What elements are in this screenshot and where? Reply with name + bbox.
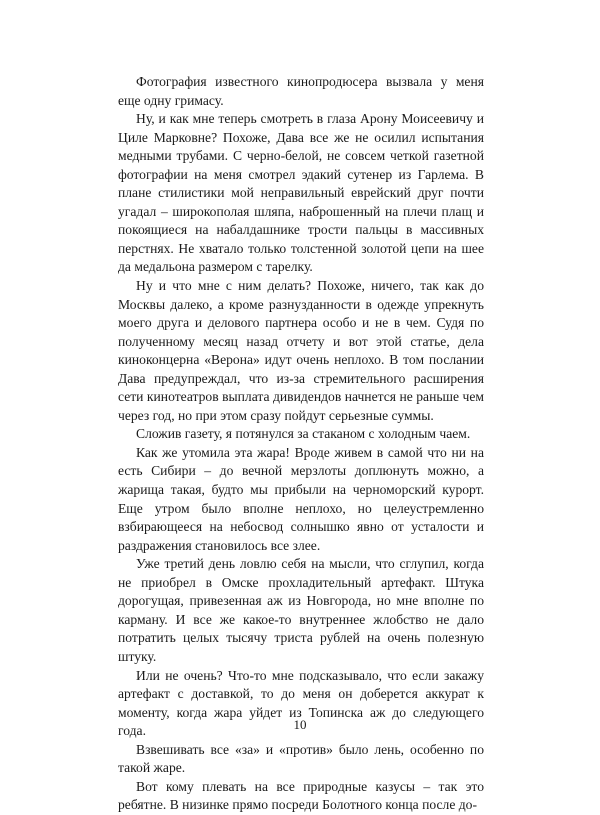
paragraph: Фотография известного кинопродюсера вызвала у меня еще одну гримасу. [118, 74, 484, 108]
paragraph: Уже третий день ловлю себя на мысли, что сглупил, когда не приобрел в Омске прохладительный артефакт. Штука дорогущая, привезенная аж из Новгорода, но мне вполне по карману. И все же какое-то внутреннее жлобство не дало потратить целых тысячу триста рублей на очень полезную штуку. [118, 556, 484, 664]
body-text [118, 73, 484, 815]
paragraph: Как же утомила эта жара! Вроде живем в самой что ни на есть Сибири – до вечной мерзлоты доплюнуть можно, а жарища такая, будто мы прибыли на черноморский курорт. Еще утром было вполне неплохо, но целеустремленно взбирающееся на небосвод солнышко явно от усталости и раздражения становилось все злее. [118, 444, 484, 553]
paragraph: Сложив газету, я потянулся за стаканом с холодным чаем. [136, 426, 471, 442]
paragraph: Взвешивать все «за» и «против» было лень, особенно по такой жаре. [118, 741, 484, 776]
paragraph: Ну, и как мне теперь смотреть в глаза Арону Моисеевичу и Циле Марковне? Похоже, Дава все же не осилил испытания медными трубами. С черно-белой, не совсем четкой газетной фотографии на меня смотрел эдакий сутенер из Гарлема. В плане стилистики мой неправильный еврейский друг почти угадал – широкополая шляпа, наброшенный на плечи плащ и покоящиеся на набалдашнике трости пальцы в массивных перстнях. Не хватало только толстенной золотой цепи на шее да медальона размером с тарелку. [118, 111, 484, 275]
paragraph: Или не очень? Что-то мне подсказывало, что если закажу артефакт с доставкой, то до меня он доберется аккурат к моменту, когда жара уйдет из Топинска аж до следующего года. [118, 667, 484, 739]
page-number: 10 [293, 717, 307, 732]
paragraph: Вот кому плевать на все природные казусы – так это ребятне. В низинке прямо посреди Болотного конца после до- [118, 778, 484, 813]
paragraph: Ну и что мне с ним делать? Похоже, ничего, так как до Москвы далеко, а кроме разнузданности в одежде упрекнуть моего друга и делового партнера особо и не в чем. Судя по полученному месяц назад отчету и вот этой статье, дела киноконцерна «Верона» идут очень неплохо. В том послании Дава предупреждал, что из-за стремительного расширения сети кинотеатров выплата дивидендов начнется не раньше чем через год, но при этом сразу пойдут серьезные суммы. [118, 278, 484, 423]
